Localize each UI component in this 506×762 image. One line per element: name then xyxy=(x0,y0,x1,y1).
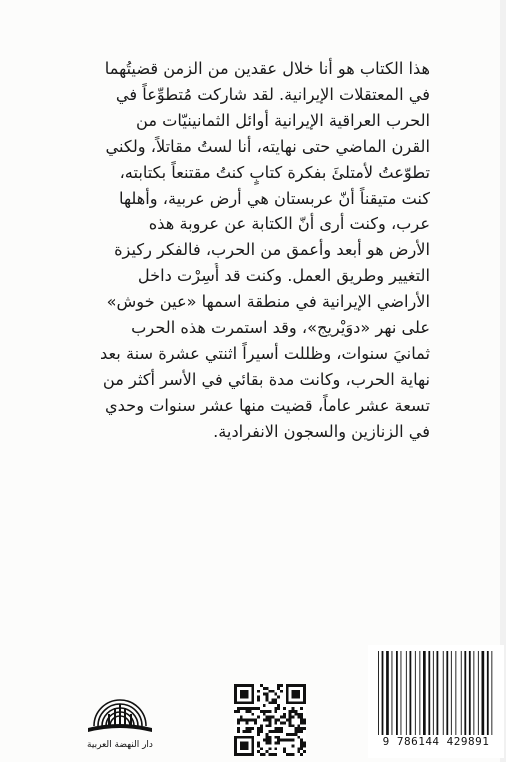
publisher-logo xyxy=(80,686,160,752)
description-line: عرب، وكنت أرى أنّ الكتابة عن عروبة هذه xyxy=(148,214,430,234)
description-line: كنت متيقناً أنّ عربستان هي أرض عربية، وأهلها xyxy=(119,188,430,208)
description-line: تطوّعتُ لأمتلئَ بفكرة كتابٍ كنتُ مقتنعاً بكتابته، xyxy=(119,162,430,182)
isbn-barcode xyxy=(368,645,504,758)
description-line: هذا الكتاب هو أنا خلال عقدين من الزمن قضيتُهما xyxy=(104,59,430,78)
barcode-icon xyxy=(378,651,494,735)
qr-code-icon xyxy=(234,684,306,756)
book-arch-logo-icon xyxy=(80,686,160,740)
publisher-name: دار النهضة العربية xyxy=(87,740,153,750)
description-line: الحرب العراقية الإيرانية أوائل الثمانينيّات من xyxy=(136,110,430,130)
isbn-number: 9 786144 429891 xyxy=(382,735,490,748)
description-line: ثمانيَ سنوات، وظللت أسيراً اثنتي عشرة سنة بعد xyxy=(100,343,430,363)
description-text xyxy=(76,56,430,445)
description-line: القرن الماضي حتى نهايته، أنا لستُ مقاتلاً، ولكني xyxy=(105,136,430,156)
description-line: نهاية الحرب، وكانت مدة بقائي في الأسر أكثر من xyxy=(102,369,430,389)
description-line: على نهر «دوَيْريج»، وقد استمرت هذه الحرب xyxy=(131,318,430,338)
description-line: الأراضي الإيرانية في منطقة اسمها «عين خوش» xyxy=(106,292,430,312)
description-line: تسعة عشر عاماً، قضيت منها عشر سنوات وحدي xyxy=(105,395,430,415)
description-line: الأرض هو أبعد وأعمق من الحرب، فالفكر ركيزة xyxy=(114,240,430,260)
description-line: في المعتقلات الإيرانية. لقد شاركت مُتطوِّعاً في xyxy=(115,84,430,104)
description-line: في الزنازين والسجون الانفرادية. xyxy=(213,421,430,441)
description-line: التغيير وطريق العمل. وكنت قد أُسِرْت داخل xyxy=(137,266,430,286)
